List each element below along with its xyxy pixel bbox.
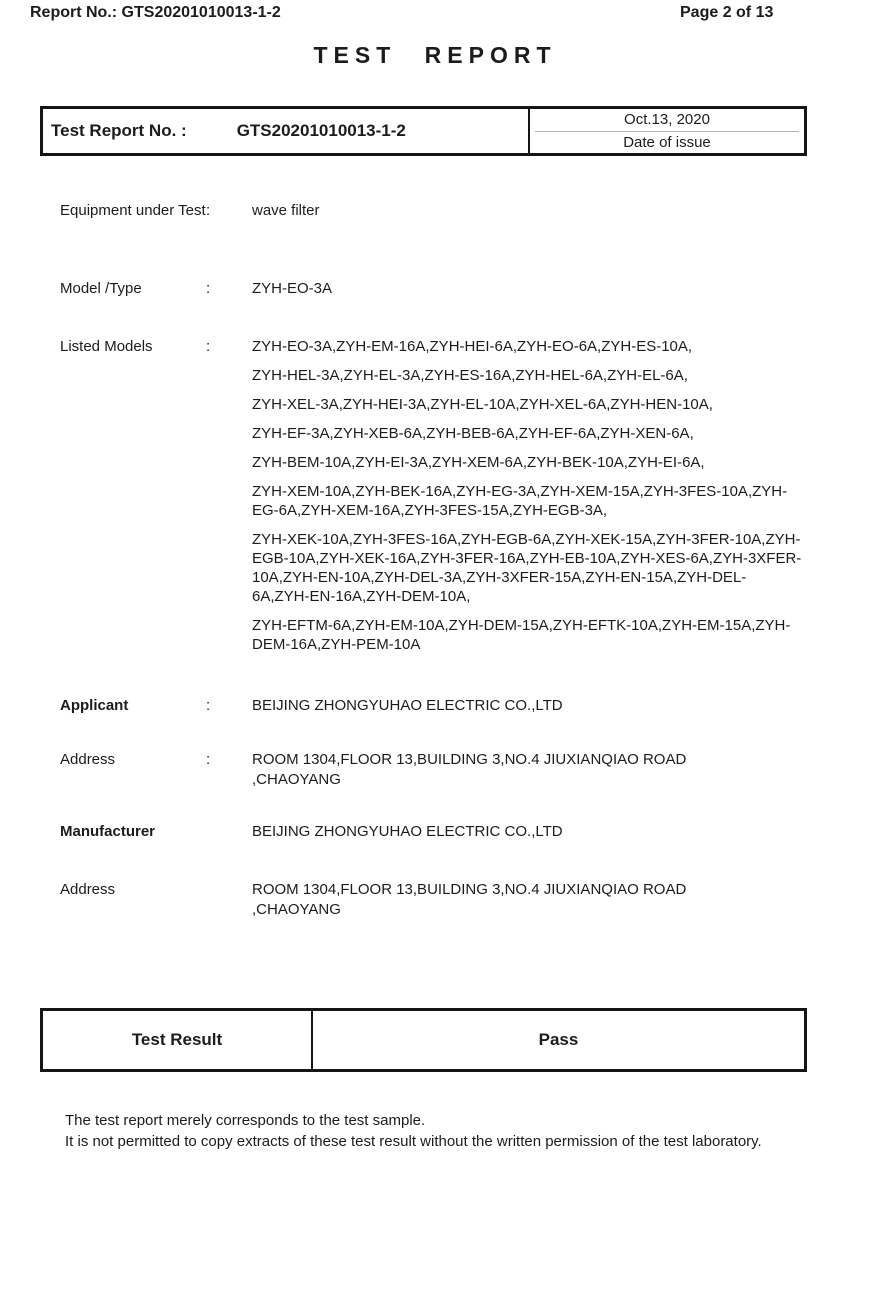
issue-date-caption: Date of issue: [623, 133, 711, 151]
field-colon: [206, 880, 252, 920]
listed-models-list: [252, 337, 802, 664]
field-listed-models: [60, 337, 802, 664]
field-value: ROOM 1304,FLOOR 13,BUILDING 3,NO.4 JIUXIANQIAO ROAD ,CHAOYANG: [252, 751, 687, 788]
field-colon: :: [206, 338, 211, 355]
listed-models-paragraph: ZYH-EFTM-6A,ZYH-EM-10A,ZYH-DEM-15A,ZYH-EFTK-10A,ZYH-EM-15A,ZYH-DEM-16A,ZYH-PEM-10A: [252, 617, 791, 653]
header-page-number: Page 2 of 13: [680, 4, 774, 21]
footer-disclaimer: [65, 1110, 833, 1152]
field-label: Listed Models: [60, 338, 153, 355]
footer-line-1: The test report merely corresponds to the test sample.: [65, 1112, 426, 1129]
test-result-label-cell: Test Result: [43, 1011, 313, 1069]
listed-models-paragraph: ZYH-EF-3A,ZYH-XEB-6A,ZYH-BEB-6A,ZYH-EF-6A,ZYH-XEN-6A,: [252, 425, 694, 442]
field-value: BEIJING ZHONGYUHAO ELECTRIC CO.,LTD: [252, 823, 563, 840]
field-colon: [206, 822, 252, 842]
field-colon: :: [206, 697, 211, 714]
header-report-no: Report No.: GTS20201010013-1-2: [30, 4, 281, 21]
field-value: ROOM 1304,FLOOR 13,BUILDING 3,NO.4 JIUXIANQIAO ROAD ,CHAOYANG: [252, 881, 687, 918]
field-applicant: [60, 696, 802, 716]
test-result-table: [40, 1008, 807, 1072]
listed-models-paragraph: ZYH-XEM-10A,ZYH-BEK-16A,ZYH-EG-3A,ZYH-XEM-15A,ZYH-3FES-10A,ZYH-EG-6A,ZYH-XEM-16A,ZYH-3FES-15A,ZYH-EGB-3A,: [252, 483, 788, 519]
field-manufacturer: [60, 822, 802, 842]
field-equipment-under-test: [60, 201, 802, 221]
field-colon: :: [206, 280, 211, 297]
field-label: Equipment under Test: [60, 202, 206, 219]
field-value: wave filter: [252, 202, 320, 219]
listed-models-paragraph: ZYH-EO-3A,ZYH-EM-16A,ZYH-HEI-6A,ZYH-EO-6A,ZYH-ES-10A,: [252, 338, 693, 355]
test-result-value-cell: Pass: [538, 1030, 579, 1049]
listed-models-paragraph: ZYH-XEL-3A,ZYH-HEI-3A,ZYH-EL-10A,ZYH-XEL-6A,ZYH-HEN-10A,: [252, 396, 713, 413]
field-label: Address: [60, 751, 116, 768]
field-value: BEIJING ZHONGYUHAO ELECTRIC CO.,LTD: [252, 697, 563, 714]
field-model-type: [60, 279, 802, 299]
field-label: Address: [60, 881, 116, 898]
field-colon: :: [206, 751, 211, 768]
field-applicant-address: [60, 750, 712, 790]
report-number-cell: [43, 109, 530, 153]
listed-models-paragraph: ZYH-XEK-10A,ZYH-3FES-16A,ZYH-EGB-6A,ZYH-XEK-15A,ZYH-3FER-10A,ZYH-EGB-10A,ZYH-XEK-16A,ZYH-3FER-16A,ZYH-EB-10A,ZYH-XES-6A,ZYH-3XFER-10A,ZYH-EN-10A,ZYH-DEL-3A,ZYH-3XFER-15A,ZYH-EN-15A,ZYH-DEL-6A,ZYH-EN-16A,ZYH-DEM-10A,: [252, 531, 802, 605]
footer-line-2: It is not permitted to copy extracts of these test result without the written permission of the test laboratory.: [65, 1133, 762, 1150]
report-number-value: GTS20201010013-1-2: [236, 121, 406, 140]
issue-date-cell: [530, 109, 804, 153]
listed-models-paragraph: ZYH-BEM-10A,ZYH-EI-3A,ZYH-XEM-6A,ZYH-BEK-10A,ZYH-EI-6A,: [252, 454, 705, 471]
field-label: Applicant: [60, 697, 129, 714]
issue-date-value: Oct.13, 2020: [535, 109, 799, 132]
field-label: Model /Type: [60, 280, 142, 297]
report-number-label: Test Report No. :: [51, 121, 187, 140]
listed-models-paragraph: ZYH-HEL-3A,ZYH-EL-3A,ZYH-ES-16A,ZYH-HEL-6A,ZYH-EL-6A,: [252, 367, 688, 384]
field-manufacturer-address: [60, 880, 712, 920]
field-colon: :: [206, 202, 211, 219]
page-title: TEST REPORT: [313, 42, 557, 68]
field-label: Manufacturer: [60, 823, 156, 840]
field-value: ZYH-EO-3A: [252, 280, 333, 297]
report-number-table: [40, 106, 807, 156]
